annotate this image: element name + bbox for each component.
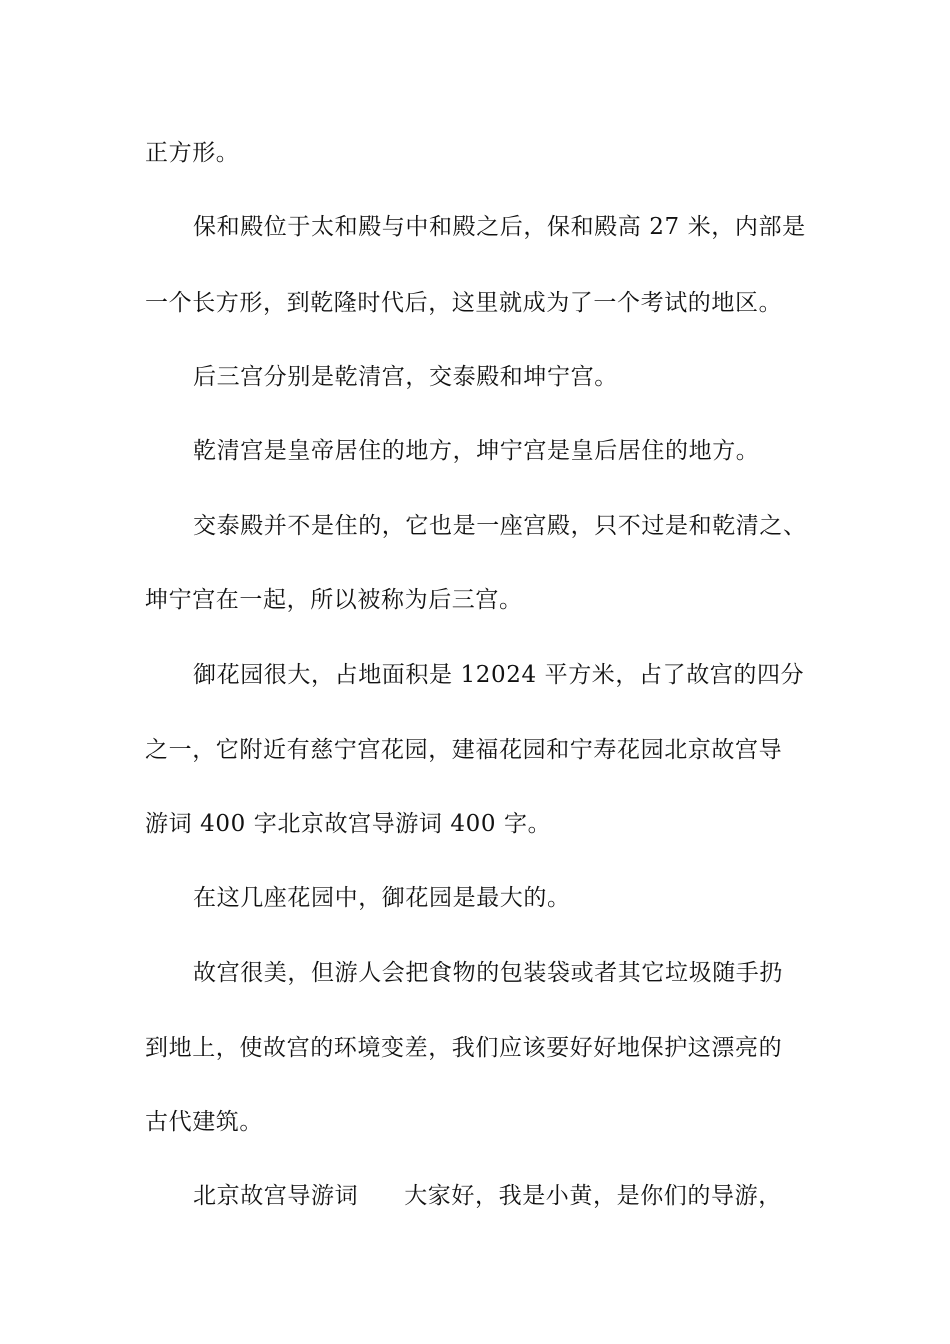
paragraph-start-line: 御花园很大，占地面积是 12024 平方米，占了故宫的四分 <box>193 662 805 688</box>
text-line: 古代建筑。 <box>145 1109 263 1135</box>
text-line: 之一，它附近有慈宁宫花园，建福花园和宁寿花园北京故宫导 <box>145 737 783 763</box>
section-heading: 北京故宫导游词 <box>193 1183 359 1209</box>
text-line: 游词 400 字北京故宫导游词 400 字。 <box>145 811 552 837</box>
text-line: 正方形。 <box>145 140 240 166</box>
section-intro-text: 大家好，我是小黄，是你们的导游， <box>404 1183 782 1209</box>
paragraph-start-line: 后三宫分别是乾清宫，交泰殿和坤宁宫。 <box>193 364 618 390</box>
paragraph-start-line: 保和殿位于太和殿与中和殿之后，保和殿高 27 米，内部是 <box>193 214 806 240</box>
paragraph-start-line: 故宫很美，但游人会把食物的包装袋或者其它垃圾随手扔 <box>193 960 783 986</box>
text-line: 坤宁宫在一起，所以被称为后三宫。 <box>145 587 523 613</box>
paragraph-start-line: 乾清宫是皇帝居住的地方，坤宁宫是皇后居住的地方。 <box>193 438 760 464</box>
paragraph-start-line: 交泰殿并不是住的，它也是一座宫殿，只不过是和乾清之、 <box>193 513 807 539</box>
paragraph-start-line <box>193 1181 782 1211</box>
paragraph-start-line: 在这几座花园中，御花园是最大的。 <box>193 885 571 911</box>
text-line: 到地上，使故宫的环境变差，我们应该要好好地保护这漂亮的 <box>145 1035 783 1061</box>
text-line: 一个长方形，到乾隆时代后，这里就成为了一个考试的地区。 <box>145 290 783 316</box>
